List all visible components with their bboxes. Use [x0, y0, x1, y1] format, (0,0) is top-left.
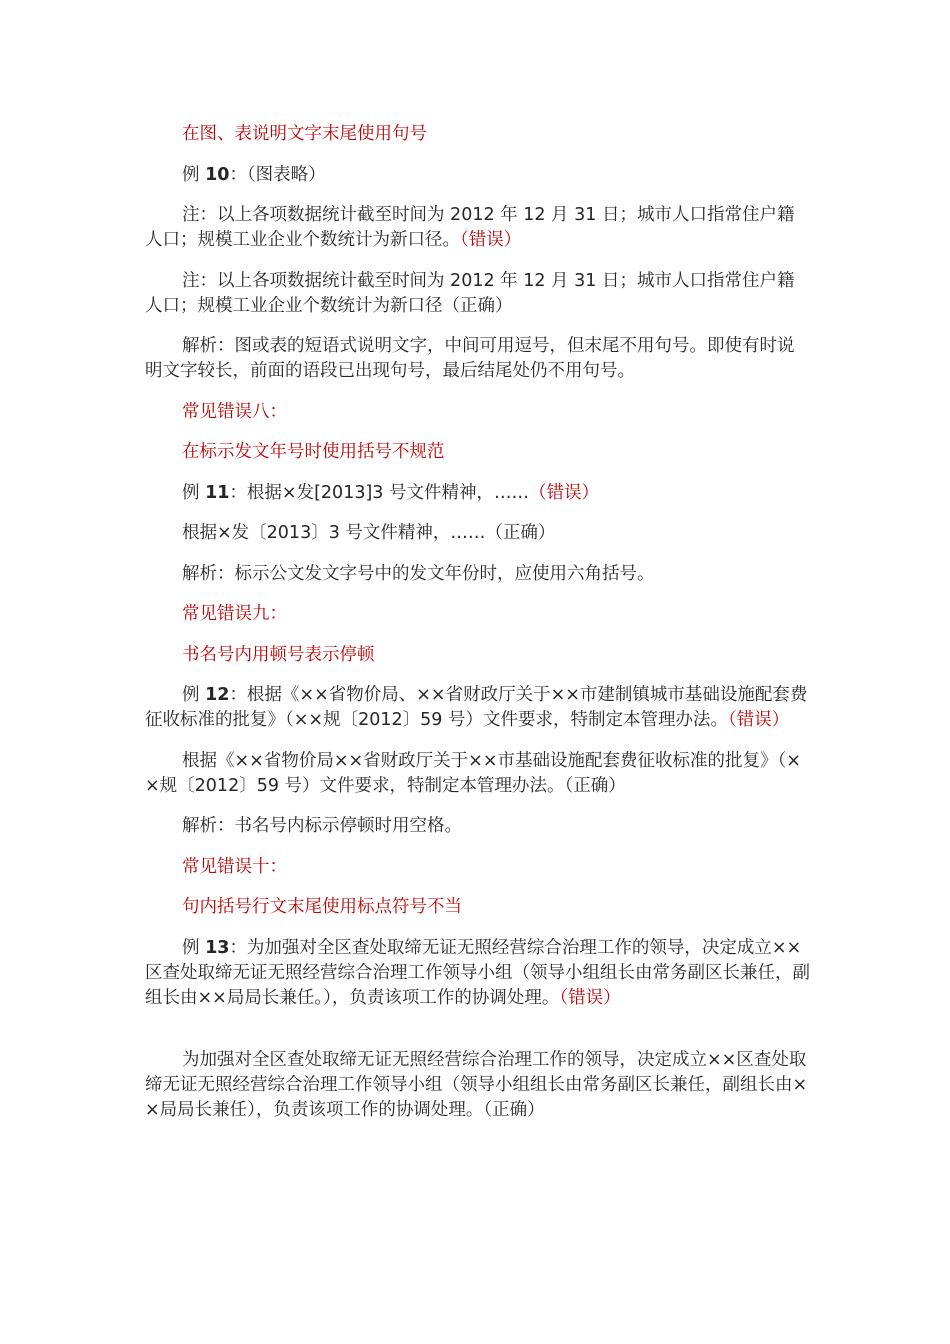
error-tag: （错误） — [559, 987, 621, 1008]
section-heading-paren: 句内括号行文末尾使用标点符号不当 — [182, 897, 462, 917]
error-tag: （错误） — [529, 482, 599, 503]
section-heading-bracket: 在标示发文年号时使用括号不规范 — [182, 442, 445, 462]
example-number: 11 — [205, 482, 230, 503]
example-text: ：根据×发[2013]3 号文件精神，…… — [229, 482, 529, 503]
example-number: 13 — [205, 937, 230, 958]
example-12 — [145, 683, 810, 733]
analysis-3: 解析：书名号内标示停顿时用空格。 — [182, 816, 462, 836]
error-tag: （错误） — [460, 230, 522, 250]
example-12-correct: 根据《××省物价局××省财政厅关于××市基础设施配套费征收标准的批复》（××规〔2012〕59 号）文件要求，特制定本管理办法。（正确） — [145, 750, 801, 796]
error-tag: （错误） — [727, 710, 790, 730]
example-text: ：（图表略） — [229, 164, 326, 185]
document-body — [145, 122, 810, 1139]
example-prefix: 例 — [182, 685, 206, 705]
section-heading-book: 书名号内用顿号表示停顿 — [182, 644, 375, 665]
example-prefix: 例 — [182, 937, 206, 958]
example-10 — [145, 163, 810, 188]
example-11 — [145, 481, 810, 506]
example-prefix: 例 — [182, 482, 206, 503]
note-text: 注：以上各项数据统计截至时间为 2012 年 12 月 31 日；城市人口指常住户籍人口；规模工业企业个数统计为新口径。 — [145, 205, 795, 250]
common-error-8: 常见错误八： — [182, 401, 287, 422]
paragraph-gap — [145, 1026, 810, 1048]
example-text: ：根据《××省物价局、××省财政厅关于××市建制镇城市基础设施配套费征收标准的批复》（××规〔2012〕59 号）文件要求，特制定本管理办法。 — [145, 685, 808, 730]
analysis-1: 解析：图或表的短语式说明文字，中间可用逗号，但末尾不用句号。即使有时说明文字较长，前面的语段已出现句号，最后结尾处仍不用句号。 — [145, 336, 795, 381]
section-heading-period: 在图、表说明文字末尾使用句号 — [182, 124, 427, 144]
note-wrong — [145, 203, 810, 253]
example-13-correct: 为加强对全区查处取缔无证无照经营综合治理工作的领导，决定成立××区查处取缔无证无照经营综合治理工作领导小组（领导小组组长由常务副区长兼任，副组长由××局局长兼任），负责该项工作的协调处理。（正确） — [145, 1050, 808, 1120]
note-right: 注：以上各项数据统计截至时间为 2012 年 12 月 31 日；城市人口指常住户籍人口；规模工业企业个数统计为新口径（正确） — [145, 270, 795, 316]
example-number: 10 — [205, 164, 230, 185]
example-13 — [145, 936, 810, 1011]
example-prefix: 例 — [182, 164, 206, 185]
common-error-9: 常见错误九： — [182, 604, 287, 624]
example-text: ：为加强对全区查处取缔无证无照经营综合治理工作的领导，决定成立××区查处取缔无证无照经营综合治理工作领导小组（领导小组组长由常务副区长兼任，副组长由××局局长兼任。），负责该项工作的协调处理。 — [145, 937, 810, 1008]
analysis-2: 解析：标示公文发文字号中的发文年份时，应使用六角括号。 — [182, 563, 655, 584]
example-11-correct: 根据×发〔2013〕3 号文件精神，……（正确） — [182, 523, 556, 543]
common-error-10: 常见错误十： — [182, 856, 287, 877]
example-number: 12 — [205, 685, 230, 705]
